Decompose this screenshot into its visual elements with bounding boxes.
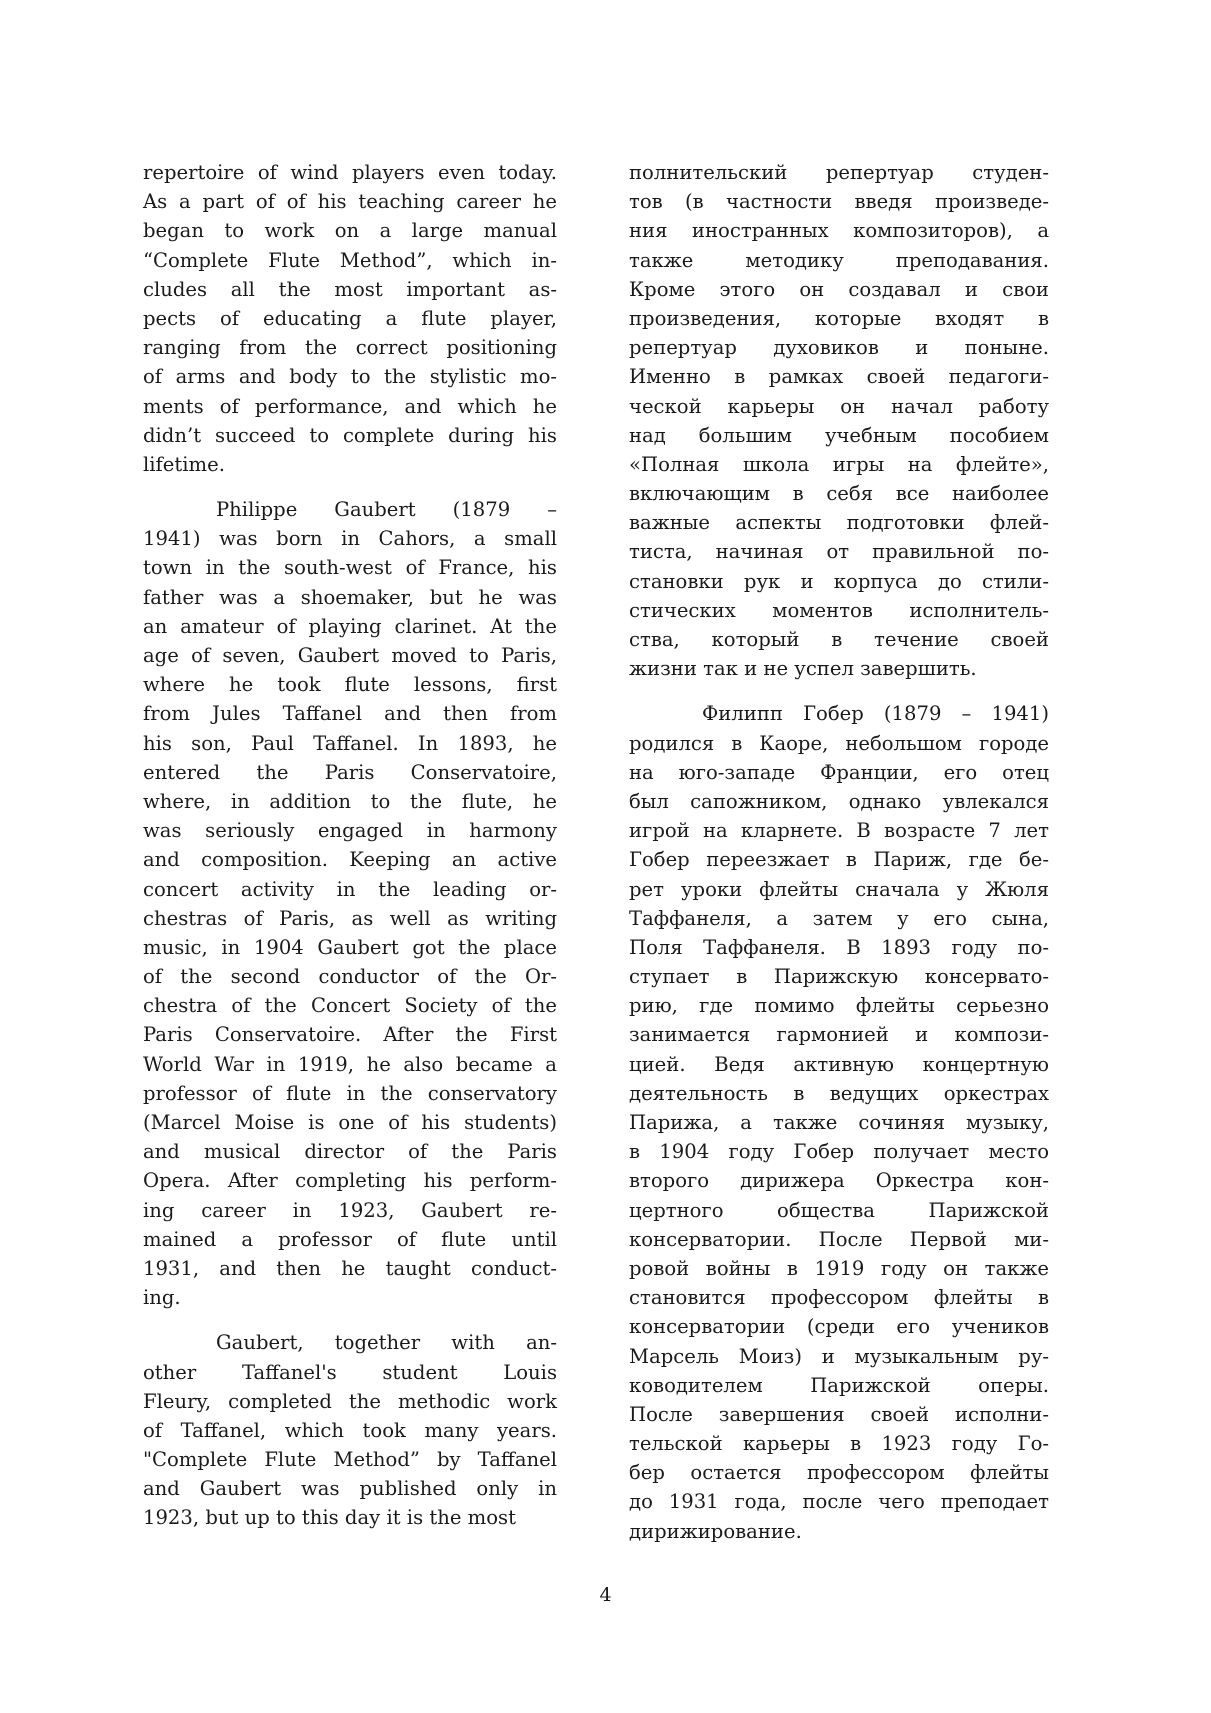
text-line: where, in addition to the flute, he — [143, 789, 557, 813]
text-line: цертного общества Парижской — [629, 1198, 1049, 1222]
text-line: 1941) was born in Cahors, a small — [143, 527, 557, 551]
text-line: бер остается профессором флейты — [629, 1461, 1049, 1485]
text-line: родился в Каоре, небольшом городе — [629, 731, 1049, 755]
text-line: professor of flute in the conservatory — [143, 1081, 557, 1105]
text-line: was seriously engaged in harmony — [143, 819, 557, 843]
text-line: «Полная школа игры на флейте», — [629, 452, 1049, 476]
text-line: other Taffanel's student Louis — [143, 1360, 557, 1384]
text-line: полнительский репертуар студен- — [629, 161, 1049, 184]
text-line: Philippe Gaubert (1879 – — [216, 498, 557, 522]
text-line: до 1931 года, после чего преподает — [629, 1490, 1049, 1514]
text-line: Opera. After completing his perform- — [143, 1169, 557, 1193]
text-line: дирижирование. — [629, 1519, 802, 1543]
text-line: цией. Ведя активную концертную — [629, 1052, 1049, 1076]
text-line: стических моментов исполнитель- — [629, 598, 1049, 622]
page-number: 4 — [599, 1584, 612, 1606]
paragraph-gap — [143, 479, 557, 495]
text-line: игрой на кларнете. В возрасте 7 лет — [629, 819, 1049, 843]
text-line: age of seven, Gaubert moved to Paris, — [143, 644, 557, 667]
text-line: тиста, начиная от правильной по- — [629, 540, 1049, 564]
text-line: of Taffanel, which took many years. — [143, 1418, 557, 1442]
text-line: консерватории. После Первой ми- — [629, 1227, 1049, 1251]
text-line: консерватории (среди его учеников — [629, 1315, 1049, 1339]
text-line: тельской карьеры в 1923 году Го- — [629, 1432, 1049, 1456]
text-line: pects of educating a flute player, — [143, 306, 557, 330]
english-paragraph — [143, 1328, 557, 1532]
text-line: репертуар духовиков и поныне. — [629, 336, 1049, 360]
text-line: ководителем Парижской оперы. — [629, 1373, 1049, 1397]
text-line: chestra of the Concert Society of the — [143, 994, 557, 1018]
english-paragraph — [143, 158, 557, 479]
text-line: важные аспекты подготовки флей- — [629, 511, 1049, 535]
text-line: Gaubert, together with an- — [216, 1331, 557, 1355]
text-line: также методику преподавания. — [629, 248, 1049, 272]
text-line: entered the Paris Conservatoire, — [143, 760, 557, 784]
text-line: включающим в себя все наиболее — [629, 482, 1049, 506]
text-line: был сапожником, однако увлекался — [629, 789, 1049, 813]
text-line: and composition. Keeping an active — [143, 848, 557, 872]
text-line: Парижа, а также сочиняя музыку, — [629, 1111, 1049, 1134]
text-line: произведения, которые входят в — [629, 306, 1049, 330]
text-line: “Complete Flute Method”, which in- — [143, 248, 557, 272]
text-line: where he took flute lessons, first — [143, 673, 557, 697]
text-line: Именно в рамках своей педагоги- — [629, 365, 1049, 389]
russian-paragraph — [629, 158, 1049, 683]
text-line: Гобер переезжает в Париж, где бе- — [629, 848, 1049, 872]
text-line: 1923, but up to this day it is the most — [143, 1506, 516, 1530]
paragraph-gap — [143, 1312, 557, 1328]
text-line: repertoire of wind players even today. — [143, 161, 557, 184]
english-column — [143, 158, 557, 1533]
text-line: Кроме этого он создавал и свои — [629, 277, 1049, 301]
text-line: жизни так и не успел завершить. — [629, 657, 977, 681]
text-line: деятельность в ведущих оркестрах — [629, 1081, 1049, 1105]
text-line: "Complete Flute Method” by Taffanel — [143, 1448, 557, 1472]
text-line: ing career in 1923, Gaubert re- — [143, 1198, 557, 1222]
text-line: music, in 1904 Gaubert got the place — [143, 935, 557, 959]
text-line: cludes all the most important as- — [143, 277, 557, 301]
text-line: lifetime. — [143, 452, 225, 476]
russian-paragraph — [629, 699, 1049, 1545]
paragraph-gap — [629, 683, 1049, 699]
text-line: занимается гармонией и компози- — [629, 1023, 1049, 1047]
text-line: and musical director of the Paris — [143, 1140, 557, 1164]
text-line: of the second conductor of the Or- — [143, 965, 557, 989]
text-line: of arms and body to the stylistic mo- — [143, 365, 557, 389]
english-paragraph — [143, 495, 557, 1312]
text-line: становится профессором флейты в — [629, 1286, 1049, 1310]
text-line: Paris Conservatoire. After the First — [143, 1023, 557, 1047]
text-line: на юго-западе Франции, его отец — [629, 760, 1049, 784]
text-line: from Jules Taffanel and then from — [143, 702, 557, 726]
text-line: тов (в частности введя произведе- — [629, 190, 1049, 214]
text-line: ческой карьеры он начал работу — [629, 394, 1049, 418]
text-line: mained a professor of flute until — [143, 1227, 557, 1251]
text-line: Марсель Моиз) и музыкальным ру- — [629, 1344, 1049, 1368]
text-line: Таффанеля, а затем у его сына, — [629, 906, 1049, 930]
text-line: После завершения своей исполни- — [629, 1402, 1049, 1426]
text-line: ступает в Парижскую консервато- — [629, 965, 1049, 989]
text-line: Филипп Гобер (1879 – 1941) — [702, 702, 1049, 726]
text-line: an amateur of playing clarinet. At the — [143, 614, 557, 638]
text-line: ments of performance, and which he — [143, 394, 557, 418]
text-line: World War in 1919, he also became a — [143, 1052, 557, 1076]
text-line: в 1904 году Гобер получает место — [629, 1140, 1049, 1164]
text-line: ing. — [143, 1286, 181, 1310]
text-line: рет уроки флейты сначала у Жюля — [629, 877, 1049, 901]
text-line: began to work on a large manual — [143, 219, 557, 243]
text-line: As a part of of his teaching career he — [143, 190, 557, 214]
text-line: concert activity in the leading or- — [143, 877, 557, 901]
text-line: над большим учебным пособием — [629, 423, 1049, 447]
text-line: his son, Paul Taffanel. In 1893, he — [143, 731, 557, 755]
text-line: Fleury, completed the methodic work — [143, 1389, 557, 1413]
text-line: становки рук и корпуса до стили- — [629, 569, 1049, 593]
text-line: town in the south-west of France, his — [143, 556, 557, 580]
text-line: рию, где помимо флейты серьезно — [629, 994, 1049, 1018]
text-line: 1931, and then he taught conduct- — [143, 1256, 557, 1280]
text-line: (Marcel Moise is one of his students) — [143, 1111, 557, 1134]
text-line: ства, который в течение своей — [629, 628, 1049, 651]
text-line: ния иностранных композиторов), а — [629, 219, 1049, 243]
text-line: Поля Таффанеля. В 1893 году по- — [629, 935, 1049, 959]
text-line: второго дирижера Оркестра кон- — [629, 1169, 1049, 1193]
text-line: and Gaubert was published only in — [143, 1477, 557, 1501]
russian-column — [629, 158, 1049, 1546]
text-line: didn’t succeed to complete during his — [143, 423, 557, 447]
text-line: ровой войны в 1919 году он также — [629, 1256, 1049, 1280]
text-line: father was a shoemaker, but he was — [143, 585, 557, 609]
text-line: chestras of Paris, as well as writing — [143, 906, 557, 930]
text-line: ranging from the correct positioning — [143, 336, 557, 360]
